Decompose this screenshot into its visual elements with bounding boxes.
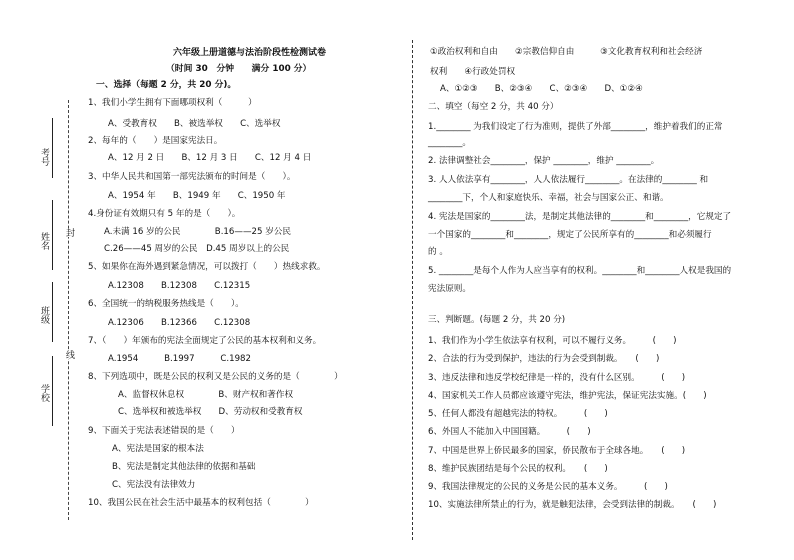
- question-5-options: A.12308 B.12308 C.12315: [108, 281, 251, 291]
- question-10: 10、我国公民在社会生活中最基本的权利包括（ ）: [88, 498, 314, 508]
- question-1: 1、我们小学生拥有下面哪项权利（ ）: [88, 98, 257, 108]
- binding-margin: [0, 0, 80, 560]
- question-1-options: A、受教育权 B、被选举权 C、选举权: [108, 119, 281, 129]
- seal-line: [68, 100, 69, 520]
- question-8-options-ab: A、监督权休息权 B、财产权和著作权: [118, 390, 294, 400]
- section-1-heading: 一、选择（每题 2 分，共 20 分)。: [96, 80, 237, 90]
- section-3-heading: 三、判断题。(每题 2 分，共 20 分): [428, 315, 566, 325]
- fill-4: 4. 宪法是国家的________法，是制定其他法律的________和________，它规定了: [428, 212, 732, 222]
- question-7-options: A.1954 B.1997 C.1982: [108, 354, 251, 364]
- fill-2: 2. 法律调整社会________，保护 ________，维护 ________。: [428, 156, 660, 166]
- margin-label-exam-number: 考号: [39, 148, 49, 166]
- question-4-options-ab: A.未满 16 岁的公民 B.16——25 岁公民: [104, 227, 291, 237]
- seal-char-feng: 封: [64, 228, 74, 237]
- seal-char-xian: 线: [64, 350, 74, 359]
- question-8-options-cd: C、选举权和被选举权 D、劳动权和受教育权: [118, 407, 303, 417]
- question-3-options: A、1954 年 B、1949 年 C、1950 年: [108, 191, 286, 201]
- fill-3: 3. 人人依法享有________，人人依法履行________。在法律的________ 和: [428, 175, 709, 185]
- question-2: 2、每年的（ ）是国家宪法日。: [88, 136, 223, 146]
- fill-1-cont: ________。: [428, 138, 471, 148]
- question-4-options-cd: C.26——45 周岁的公民 D.45 周岁以上的公民: [104, 244, 290, 254]
- question-5: 5、如果你在海外遇到紧急情况，可以拨打（ ）热线求救。: [88, 262, 326, 272]
- question-10-statements: ①政治权利和自由 ②宗教信仰自由 ③文化教育权利和社会经济: [430, 47, 703, 57]
- question-9-option-c: C、宪法没有法律效力: [112, 480, 196, 490]
- fill-1: 1.________ 为我们设定了行为准则，提供了外部________，维护着我们的正常: [428, 122, 723, 132]
- judge-7: 7、中国是世界上侨民最多的国家，侨民散布于全球各地。 ( ): [428, 446, 686, 456]
- fill-4-cont: 一个国家的________和________，规定了公民所享有的________和必须履行: [428, 230, 712, 240]
- margin-fill-line-2: [52, 200, 53, 270]
- fill-5-cont: 宪法原则。: [428, 284, 471, 294]
- judge-3: 3、违反法律和违反学校纪律是一样的，没有什么区别。 ( ): [428, 373, 686, 383]
- judge-6: 6、外国人不能加入中国国籍。 ( ): [428, 427, 591, 437]
- margin-label-school: 学校: [39, 384, 49, 402]
- margin-label-name: 姓名: [39, 232, 49, 250]
- fill-5: 5. ________是每个人作为人应当享有的权利。________和________人权是我国的: [428, 266, 732, 276]
- section-2-heading: 二、填空（每空 2 分，共 40 分）: [428, 102, 559, 112]
- margin-fill-line-3: [52, 282, 53, 342]
- margin-label-class: 班级: [39, 306, 49, 324]
- judge-8: 8、维护民族团结是每个公民的权利。 ( ): [428, 464, 608, 474]
- question-6: 6、全国统一的纳税服务热线是（ ）。: [88, 299, 244, 309]
- fill-3-cont: ________下，个人和家庭快乐、幸福，社会与国家公正、和谐。: [428, 193, 669, 203]
- column-divider: [412, 40, 413, 540]
- question-8: 8、下列选项中，既是公民的权利又是公民的义务的是（ ）: [88, 372, 343, 382]
- question-10-options: A、①②③ B、②③④ C、②③④ D、①②④: [440, 84, 643, 94]
- exam-subtitle: （时间 30 分钟 满分 100 分）: [166, 64, 312, 74]
- margin-fill-line-1: [52, 118, 53, 178]
- judge-4: 4、国家机关工作人员都应该遵守宪法，维护宪法，保证宪法实施。( ): [428, 391, 707, 401]
- judge-1: 1、我们作为小学生依法享有权利，可以不履行义务。 ( ): [428, 336, 677, 346]
- question-9-option-a: A、宪法是国家的根本法: [112, 444, 204, 454]
- question-9-option-b: B、宪法是制定其他法律的依据和基础: [112, 462, 256, 472]
- judge-10: 10、实施法律所禁止的行为，就是触犯法律，会受到法律的制裁。 ( ): [428, 500, 717, 510]
- exam-title: 六年级上册道德与法治阶段性检测试卷: [173, 48, 327, 58]
- question-7: 7、（ ）年颁布的宪法全面规定了公民的基本权利和义务。: [88, 336, 322, 346]
- question-3: 3、中华人民共和国第一部宪法颁布的时间是（ ）。: [88, 172, 296, 182]
- judge-2: 2、合法的行为受到保护，违法的行为会受到制裁。 ( ): [428, 354, 660, 364]
- question-9: 9、下面关于宪法表述错误的是（ ）: [88, 426, 240, 436]
- question-2-options: A、12 月 2 日 B、12 月 3 日 C、12 月 4 日: [108, 153, 312, 163]
- question-10-statements-cont: 权利 ④行政处罚权: [430, 67, 516, 77]
- question-6-options: A.12306 B.12366 C.12308: [108, 318, 251, 328]
- margin-fill-line-4: [52, 356, 53, 426]
- judge-9: 9、我国法律规定的公民的义务是公民的基本义务。 ( ): [428, 482, 668, 492]
- question-4: 4.身份证有效期只有 5 年的是（ ）。: [88, 209, 241, 219]
- judge-5: 5、任何人都没有超越宪法的特权。 ( ): [428, 409, 608, 419]
- fill-4-end: 的 。: [428, 247, 448, 257]
